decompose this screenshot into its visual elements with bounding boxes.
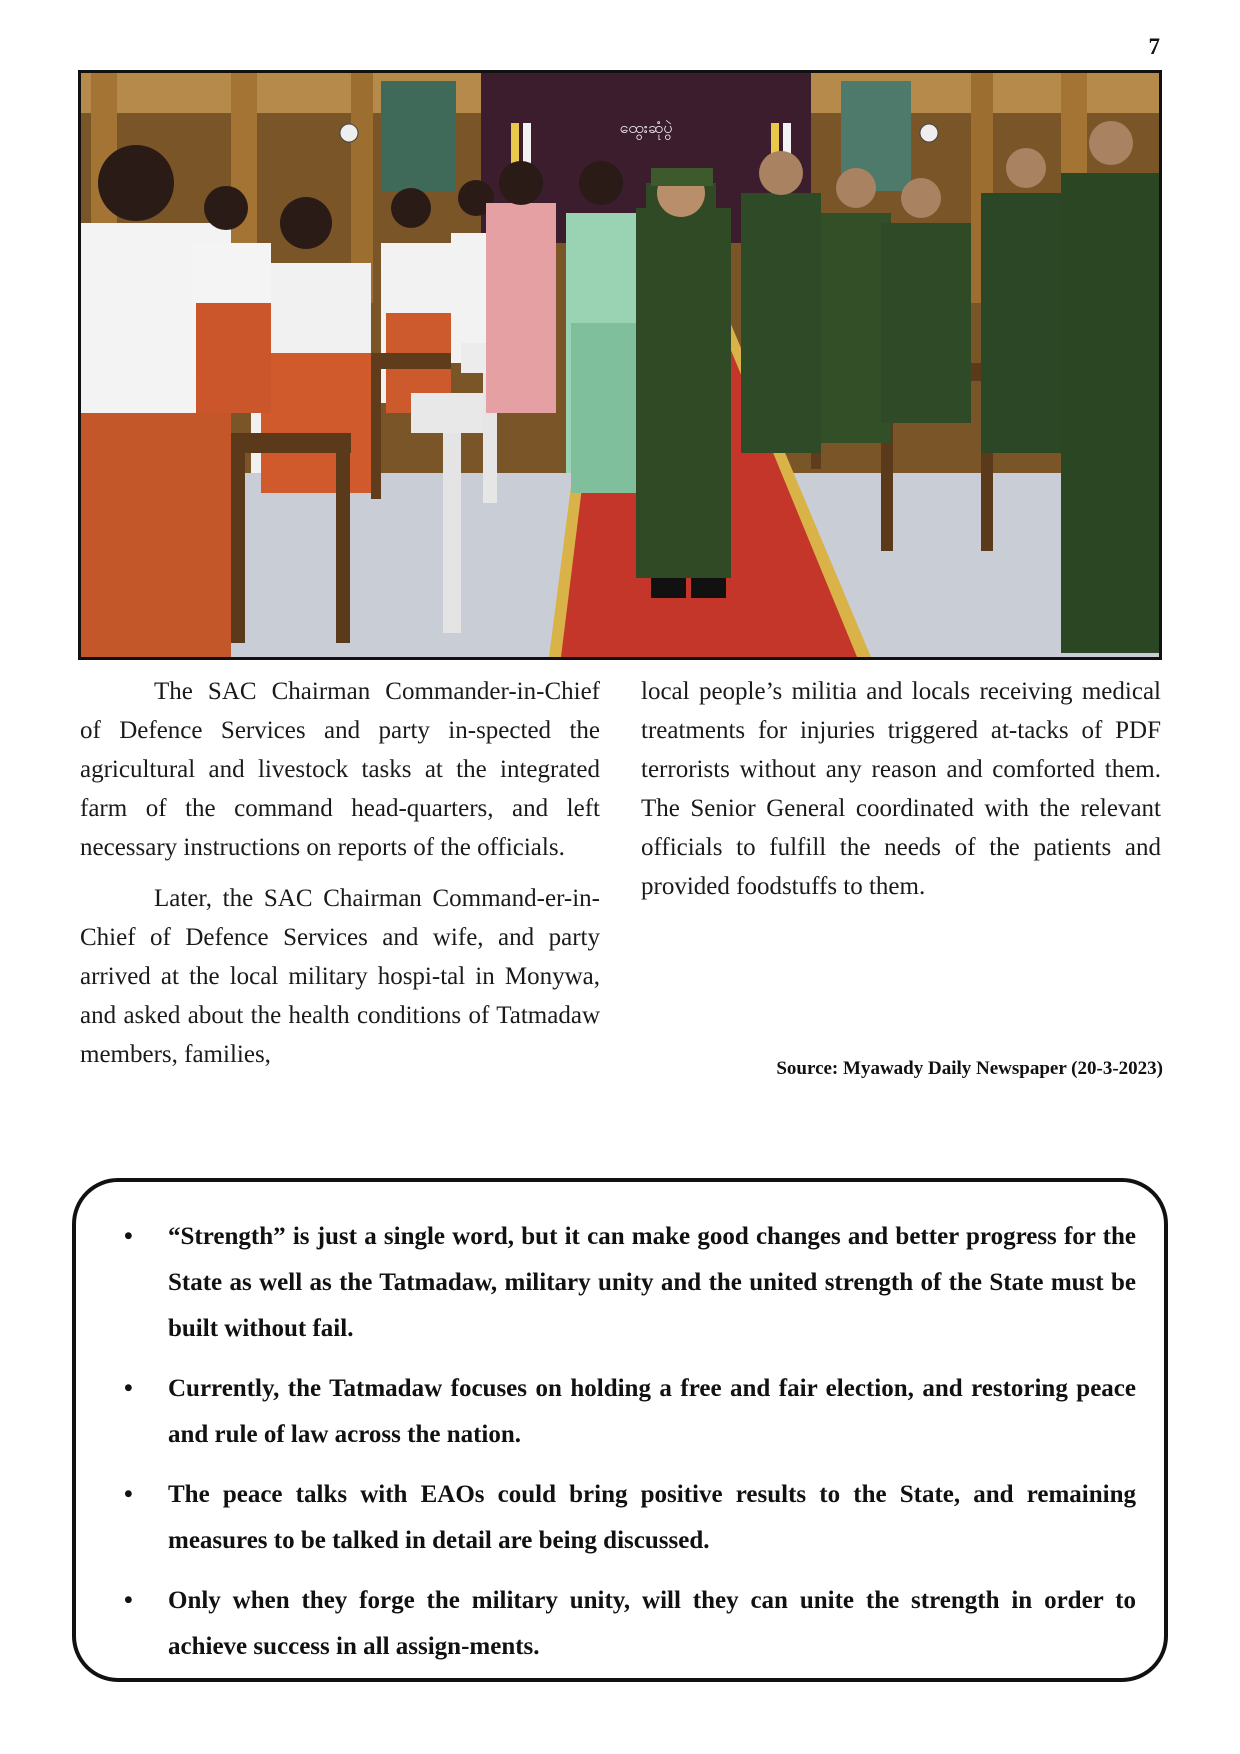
article-left-column bbox=[80, 672, 600, 1086]
highlight-text: Currently, the Tatmadaw focuses on holding a free and fair election, and restoring peace and rule of law across the nation. bbox=[168, 1375, 1136, 1448]
article-source: Source: Myawady Daily Newspaper (20-3-2023) bbox=[776, 1058, 1163, 1079]
article-paragraph: local people’s militia and locals receiving medical treatments for injuries triggered at-tacks of PDF terrorists without any reason and comforted them. The Senior General coordinated with the relevant officials to fulfill the needs of the patients and provided foodstuffs to them. bbox=[641, 678, 1161, 900]
bullet-icon: • bbox=[124, 1481, 133, 1508]
highlights-list bbox=[104, 1214, 1136, 1670]
highlight-text: “Strength” is just a single word, but it can make good changes and better progress for the State as well as the Tatmadaw, military unity and the united strength of the State must be built without fail. bbox=[168, 1223, 1136, 1342]
page-number: 7 bbox=[1148, 34, 1160, 59]
article-paragraph: The SAC Chairman Commander-in-Chief of Defence Services and party in-spected the agricultural and livestock tasks at the integrated farm of the command head-quarters, and left necessary instructions on reports of the officials. bbox=[80, 678, 600, 861]
article-right-column bbox=[641, 672, 1161, 918]
bullet-icon: • bbox=[124, 1375, 133, 1402]
highlight-item bbox=[104, 1366, 1136, 1458]
highlight-text: Only when they forge the military unity, will they can unite the strength in order to achieve success in all assign-ments. bbox=[168, 1587, 1136, 1660]
bullet-icon: • bbox=[124, 1587, 133, 1614]
article-paragraph: Later, the SAC Chairman Command-er-in-Chief of Defence Services and wife, and party arrived at the local military hospi-tal in Monywa, and asked about the health conditions of Tatmadaw members, families, bbox=[80, 885, 600, 1068]
bullet-icon: • bbox=[124, 1223, 133, 1250]
highlight-item bbox=[104, 1214, 1136, 1352]
highlight-item bbox=[104, 1472, 1136, 1564]
highlights-box bbox=[72, 1178, 1168, 1682]
news-photo bbox=[78, 70, 1162, 660]
highlight-text: The peace talks with EAOs could bring positive results to the State, and remaining measures to be talked in detail are being discussed. bbox=[168, 1481, 1136, 1554]
highlight-item bbox=[104, 1578, 1136, 1670]
stage-banner: ထွေးဆုံပွဲ bbox=[619, 118, 673, 137]
